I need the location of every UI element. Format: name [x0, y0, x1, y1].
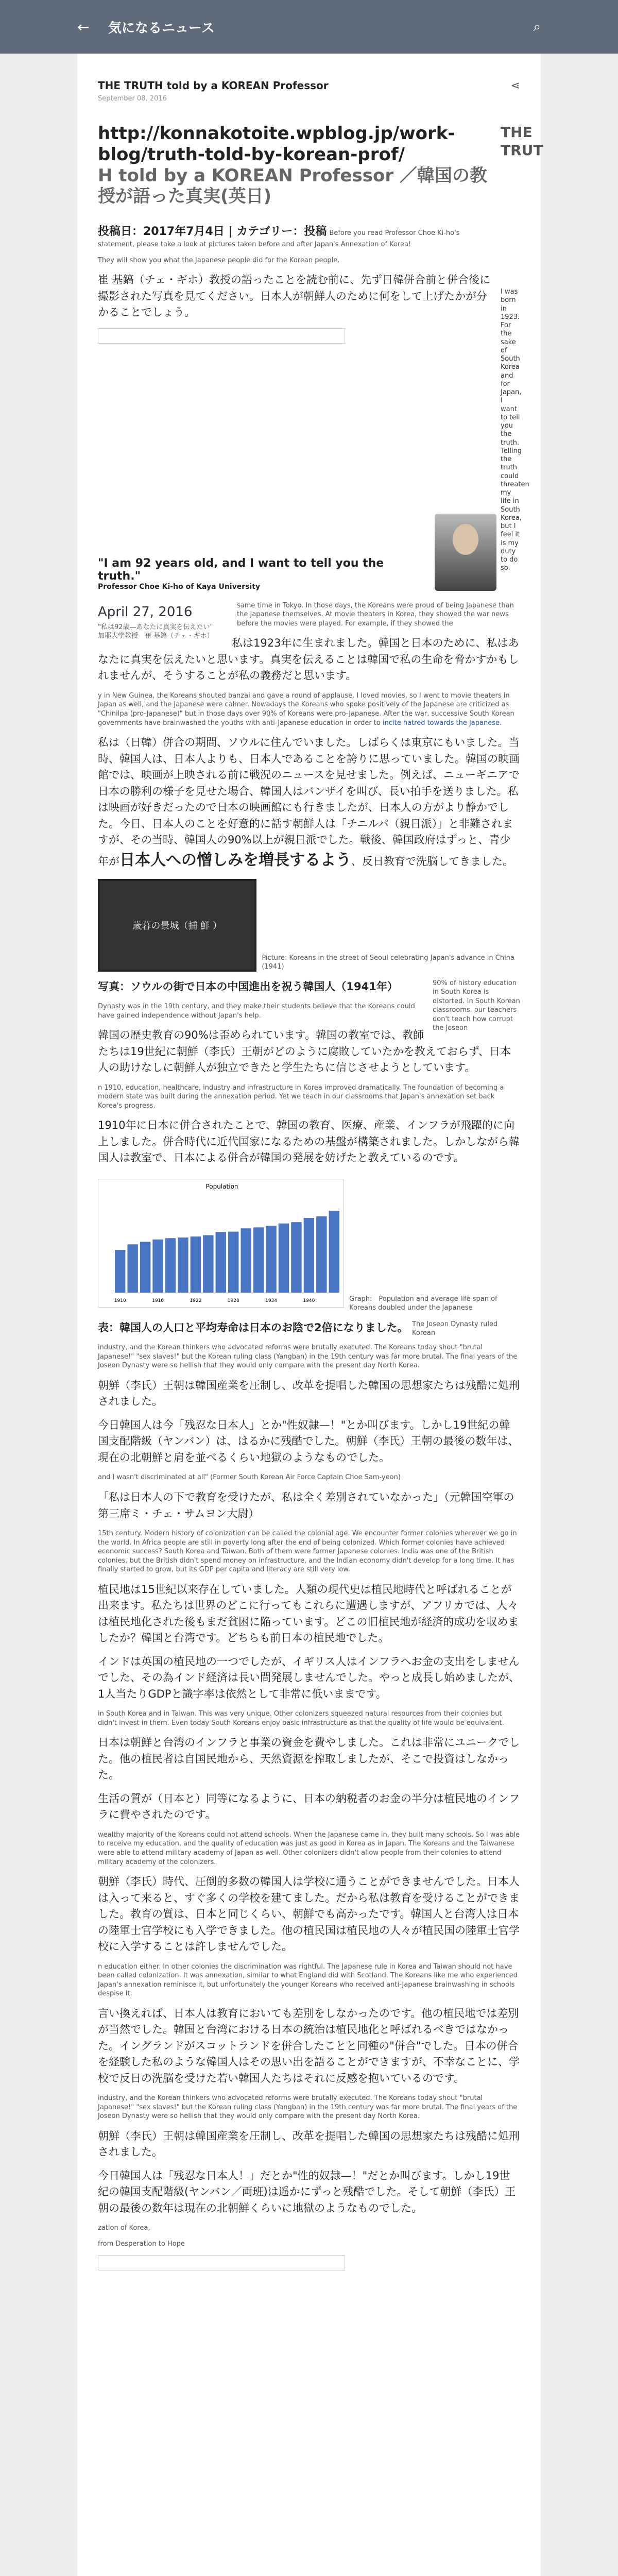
image-placeholder-2: [98, 2255, 345, 2270]
tokyo-text: same time in Tokyo. In those days, the Koreans were proud of being Japanese than the Japanese themselves. At movie theaters in Korea, they showed the war news before the movies were played. For example, if they showed the: [237, 601, 514, 628]
p5-en: n 1910, education, healthcare, industry and infrastructure in Korea improved dramatically. The foundation of becoming a modern state was built during the annexation period. Yet we teach in our classrooms that Japan's annexation set back Korea's progress.: [98, 1083, 504, 1110]
chart-bar: [304, 1218, 314, 1293]
chart-bar: [291, 1222, 301, 1293]
image-placeholder: [98, 328, 345, 344]
posted-info: 投稿日：2017年7月4日 | カテゴリー：投稿: [98, 225, 327, 239]
graph-caption-jp: 表：韓国人の人口と平均寿命は日本のお陰で2倍になりました。: [98, 1321, 408, 1334]
they-will: They will show you what the Japanese people did for the Korean people.: [98, 256, 340, 264]
chart-bar: [241, 1228, 251, 1293]
chart-title: Population: [205, 1182, 238, 1190]
joseon-text: industry, and the Korean thinkers who advocated reforms were brutally executed. The Koreans today shout "brutal Japanese!" "sex slaves!" but the Korean ruling class (Yangban) in the 19th century was far more brutal. The final years of the Joseon Dynasty were so hellish that they would only compare with the present day North Korea.: [98, 1344, 518, 1370]
share-icon[interactable]: ⋖: [510, 79, 520, 92]
p21-jp: 今日韓国人は「残忍な日本人！」だとか"性的奴隷—！"だとか叫びます。しかし19世紀の韓国支配階級(ヤンバン／両班)は遥かにずっと残酷でした。そして朝鮮（李氏）王朝の最後の数年は現在の北朝鮮くらいに地獄のようなものでした。: [98, 2169, 516, 2214]
p3-jp: 私は（日韓）併合の期間、ソウルに住んでいました。しばらくは東京にもいました。当時、韓国人は、日本人よりも、日本人であることを誇りに思っていました。韓国の映画館では、映画が上映される前に戦況のニュースを見せました。例えば、ニューギニアで日本の勝利の様子を見せた場合、韓国人はバンザイを叫び、長い拍手を送りました。私は映画が好きだったので日本の映画館にも行きましたが、日本人の方がより静かでした。今日、日本人のことを好意的に話す朝鮮人は「チニルパ（親日派）」と非難されますが、その当時、韓国人の90%以上が親日派でした。戦後、韓国政府はずっと、青少年が日本人への憎しみを増長するよう、反日教育で洗脳してきました。: [98, 736, 520, 869]
graph-caption: Graph: Population and average life span of Koreans doubled under the Japanese: [349, 1295, 497, 1312]
p20-jp: 朝鮮（李氏）王朝は韓国産業を圧制し、改革を提唱した韓国の思想家たちは残酷に処刑されました。: [98, 2129, 520, 2159]
chart-bar: [127, 1244, 138, 1293]
april-date: April 27, 2016: [98, 604, 193, 620]
chart-tick-label: 1934: [265, 1298, 278, 1303]
post-container: [77, 54, 541, 2576]
chart-tick-label: 1922: [190, 1298, 202, 1303]
chart-bar: [279, 1224, 289, 1293]
p12-en: in South Korea and in Taiwan. This was very unique. Other colonizers squeezed natural resources from their colonies but didn't invest in them. Even today South Koreans enjoy basic infrastructure as that the quality of life would be equivalent.: [98, 1710, 504, 1727]
quote-block: [98, 514, 496, 591]
chart-bar: [266, 1226, 276, 1293]
chart-tick-label: 1928: [227, 1298, 239, 1303]
p14-jp: 生活の質が（日本と）同等になるように、日本の納税者のお金の半分は植民地のインフラに費やされたのです。: [98, 1792, 520, 1821]
chart-bar: [203, 1235, 213, 1292]
jp-sub2: 加耶大学教授 崔 基鎬（チェ・ギホ）: [98, 632, 214, 640]
p19-en: industry, and the Korean thinkers who advocated reforms were brutally executed. The Koreans today shout "brutal Japanese!" "sex slaves!" but the Korean ruling class (Yangban) in the 19th century was far more brutal. The final years of the Joseon Dynasty were so hellish that they would only compare with the present day North Korea.: [98, 2094, 518, 2121]
p9-en: 15th century. Modern history of colonization can be called the colonial age. We encounter former colonies wherever we go in the world. In Africa people are still in poverty long after the end of being colonized. Which former colonies have achieved economic success? South Korea and Taiwan. Both of them were former Japanese colonies. India was one of the British colonies, but the British didn't spend money on infrastructure, and the Indian economy didn't develop for a long time. It has finally started to grow, but its GDP per capita and literacy are still very low.: [98, 1530, 517, 1574]
site-title[interactable]: 気になるニュース: [108, 20, 215, 36]
post-title[interactable]: THE TRUTH told by a KOREAN Professor: [98, 79, 329, 92]
population-chart: [98, 1179, 344, 1308]
history-side: 90% of history education in South Korea is distorted. In South Korean classrooms, our teachers don't teach how corrupt the Joseon: [433, 979, 520, 1032]
side-truth: THE TRUT: [501, 124, 543, 159]
post-url-heading[interactable]: http://konnakotoite.wpblog.jp/work-blog/truth-told-by-korean-prof/: [98, 123, 455, 165]
chart-tick-label: 1910: [114, 1298, 126, 1303]
p15-en: wealthy majority of the Koreans could not attend schools. When the Japanese came in, they built many schools. So I was able to receive my education, and the quality of education was just as good in Korea as in Japan. The Koreans and the Taiwanese were able to attend military academy of Japan as well. Other colonizers didn't allow people from their colonies to attend military academy of the colonizers.: [98, 1831, 520, 1866]
p18-jp: 言い換えれば、日本人は教育においても差別をしなかったのです。他の植民地では差別が当然でした。韓国と台湾における日本の統治は植民地化と呼ばれるべきではなかった。イングランドがスコットランドを併合したことと同種の"併合"でした。日本の併合を経験した私のような韓国人はその思い出を語ることができますが、不幸なことに、学校で反日の洗脳を受けた若い韓国人たちはそれに反感を抱いているのです。: [98, 2007, 520, 2084]
p6-jp: 朝鮮（李氏）王朝は韓国産業を圧制し、改革を提唱した韓国の思想家たちは残酷に処刑されました。: [98, 1379, 520, 1408]
chart-bar: [115, 1250, 125, 1293]
chart-bar: [316, 1216, 327, 1293]
illustration: 歳暮の景城（捕 鮮 ）: [98, 879, 256, 972]
p17-en: n education either. In other colonies the discrimination was rightful. The Japanese rule in Korea and Taiwan should not have been called colonization. It was annexation, similar to what England did with Scotland. The Koreans like me who experienced Japan's annexation reminisce it, but unfortunately the younger Koreans who received anti-Japanese brainwashing in schools despise it.: [98, 1962, 518, 1998]
side-column: [501, 123, 543, 573]
discriminated: and I wasn't discriminated at all" (Former South Korean Air Force Captain Choe Sam-yeon): [98, 1473, 401, 1482]
quote: "I am 92 years old, and I want to tell you the truth.": [98, 556, 384, 583]
side-story: I was born in 1923. For the sake of South Korea and for Japan, I want to tell you the truth. Telling the truth could threaten my life in South Korea, but I feel it is my duty to do so.: [501, 288, 529, 572]
p13-jp: 日本は朝鮮と台湾のインフラと事業の資金を費やしました。これは非常にユニークでした。他の植民者は自国民地から、天然資源を搾取しましたが、そこで投資はしなかった。: [98, 1736, 520, 1782]
p2-en: y in New Guinea, the Koreans shouted banzai and gave a round of applause. I loved movies, so I went to movie theaters in Japan as well, and the Japanese were calmer. Nowadays the Koreans who spoke positively of the Japanese are criticized as "Chinilpa (pro-Japanese)" but in those days over 90% of Koreans were pro-Japanese. After the war, successive South Korean governments have brainwashed the youths with anti-Japanese education in order to incite hatred towards the Japanese.: [98, 691, 514, 727]
april-row: [98, 601, 520, 640]
app-header: [0, 0, 618, 54]
search-icon[interactable]: ⌕: [533, 19, 541, 35]
dynasty: Dynasty was in the 19th century, and they make their students believe that the Koreans could have gained independence without Japan's help.: [98, 1003, 415, 1020]
p1-jp: 私は1923年に生まれました。韓国と日本のために、私はあなたに真実を伝えたいと思います。真実を伝えることは韓国で私の生命を脅かすかもしれませんが、そうすることが私の義務だと思います。: [98, 637, 519, 682]
chart-bar: [152, 1240, 163, 1293]
post-heading: H told by a KOREAN Professor ／韓国の教授が語った真実(英日): [98, 165, 487, 207]
before-read: Before you read Professor Choe Ki-ho's statement, please take a look at pictures taken before and after Japan's Annexation of Korea!: [98, 229, 460, 249]
avatar: [435, 514, 496, 591]
jp-sub: "私は92歳—あなたに真実を伝えたい": [98, 623, 213, 631]
incite-link[interactable]: incite hatred towards the Japanese.: [383, 719, 502, 727]
p8-jp: 「私は日本人の下で教育を受けたが、私は全く差別されていなかった」（元韓国空軍の第三席ミ・チェ・サムヨン大尉）: [98, 1491, 514, 1520]
chart-bar: [253, 1227, 264, 1293]
chart-tick-label: 1916: [152, 1298, 164, 1303]
chart-bar: [165, 1238, 176, 1293]
chart-bar: [191, 1236, 201, 1293]
author: Professor Choe Ki-ho of Kaya University: [98, 582, 261, 591]
post-date: September 08, 2016: [98, 95, 167, 103]
footer-1: zation of Korea,: [98, 2224, 150, 2232]
p4-jp: 韓国の歴史教育の90%は歪められています。韓国の教室では、教師たちは19世紀に朝鮮（李氏）王朝がどのように腐敗していたかを教えておらず、日本人の助けなしに朝鮮人が独立できたと学生たちに信じさせようとしています。: [98, 1029, 511, 1074]
back-arrow-icon[interactable]: ←: [77, 18, 90, 36]
chart-bar: [228, 1231, 238, 1292]
chart-bar: [216, 1232, 226, 1293]
chart-bar: [178, 1238, 188, 1293]
p10-jp: 植民地は15世紀以来存在していました。人類の現代史は植民地時代と呼ばれることが出来ます。私たちは世界のどこに行ってもこれらに遭遇しますが、アフリカでは、人々は植民地化された後もまだ貧困に陥っています。どこの旧植民地が経済的成功を収めましたか？韓国と台湾です。どちらも前日本の植民地でした。: [98, 1583, 519, 1645]
pic-caption-jp: 写真：ソウルの街で日本の中国進出を祝う韓国人（1941年）: [98, 980, 398, 993]
joseon-side: The Joseon Dynasty ruled Korean: [412, 1320, 498, 1337]
chart-bar: [329, 1211, 339, 1293]
chart-bar: [140, 1242, 150, 1293]
footer-2: from Desperation to Hope: [98, 2240, 185, 2248]
pic-caption: Picture: Koreans in the street of Seoul celebrating Japan's advance in China (1941): [262, 954, 514, 971]
p5-jp: 1910年に日本に併合されたことで、韓国の教育、医療、産業、インフラが飛躍的に向上しました。併合時代に近代国家になるための基盤が構築されました。しかしながら韓国人は教室で、日本による併合が韓国の発展を妨げたと教えているのです。: [98, 1119, 520, 1164]
intro-jp: 崔 基鎬（チェ・ギホ）教授の語ったことを読む前に、先ず日韓併合前と併合後に撮影された写真を見てください。日本人が朝鮮人のために何をして上げたかが分かることでしょう。: [98, 274, 491, 319]
p16-jp: 朝鮮（李氏）時代、圧倒的多数の韓国人は学校に通うことができませんでした。日本人は入って来ると、すぐ多くの学校を建てました。だから私は教育を受けることができました。教育の質は、日本と同じくらい、朝鮮でも高かったです。韓国人と台湾人は日本の陸軍士官学校にも入学できました。他の植民国は植民地の人々が植民国の陸軍士官学校に入学することは許しませんでした。: [98, 1875, 520, 1953]
p11-jp: インドは英国の植民地の一つでしたが、イギリス人はインフラへお金の支出をしませんでした、その為インド経済は長い間発展しませんでした。やっと成長し始めましたが、1人当たりGDPと識字率は依然として非常に低いままです。: [98, 1655, 520, 1700]
p7-jp: 今日韓国人は今「残忍な日本人」とか"性奴隷—！"とか叫びます。しかし19世紀の韓国支配階級（ヤンバン）は、はるかに残酷でした。朝鮮（李氏）王朝の最後の数年は、現在の北朝鮮と肩を並べるくらい地獄のようなものでした。: [98, 1418, 519, 1464]
chart-tick-label: 1940: [303, 1298, 315, 1303]
